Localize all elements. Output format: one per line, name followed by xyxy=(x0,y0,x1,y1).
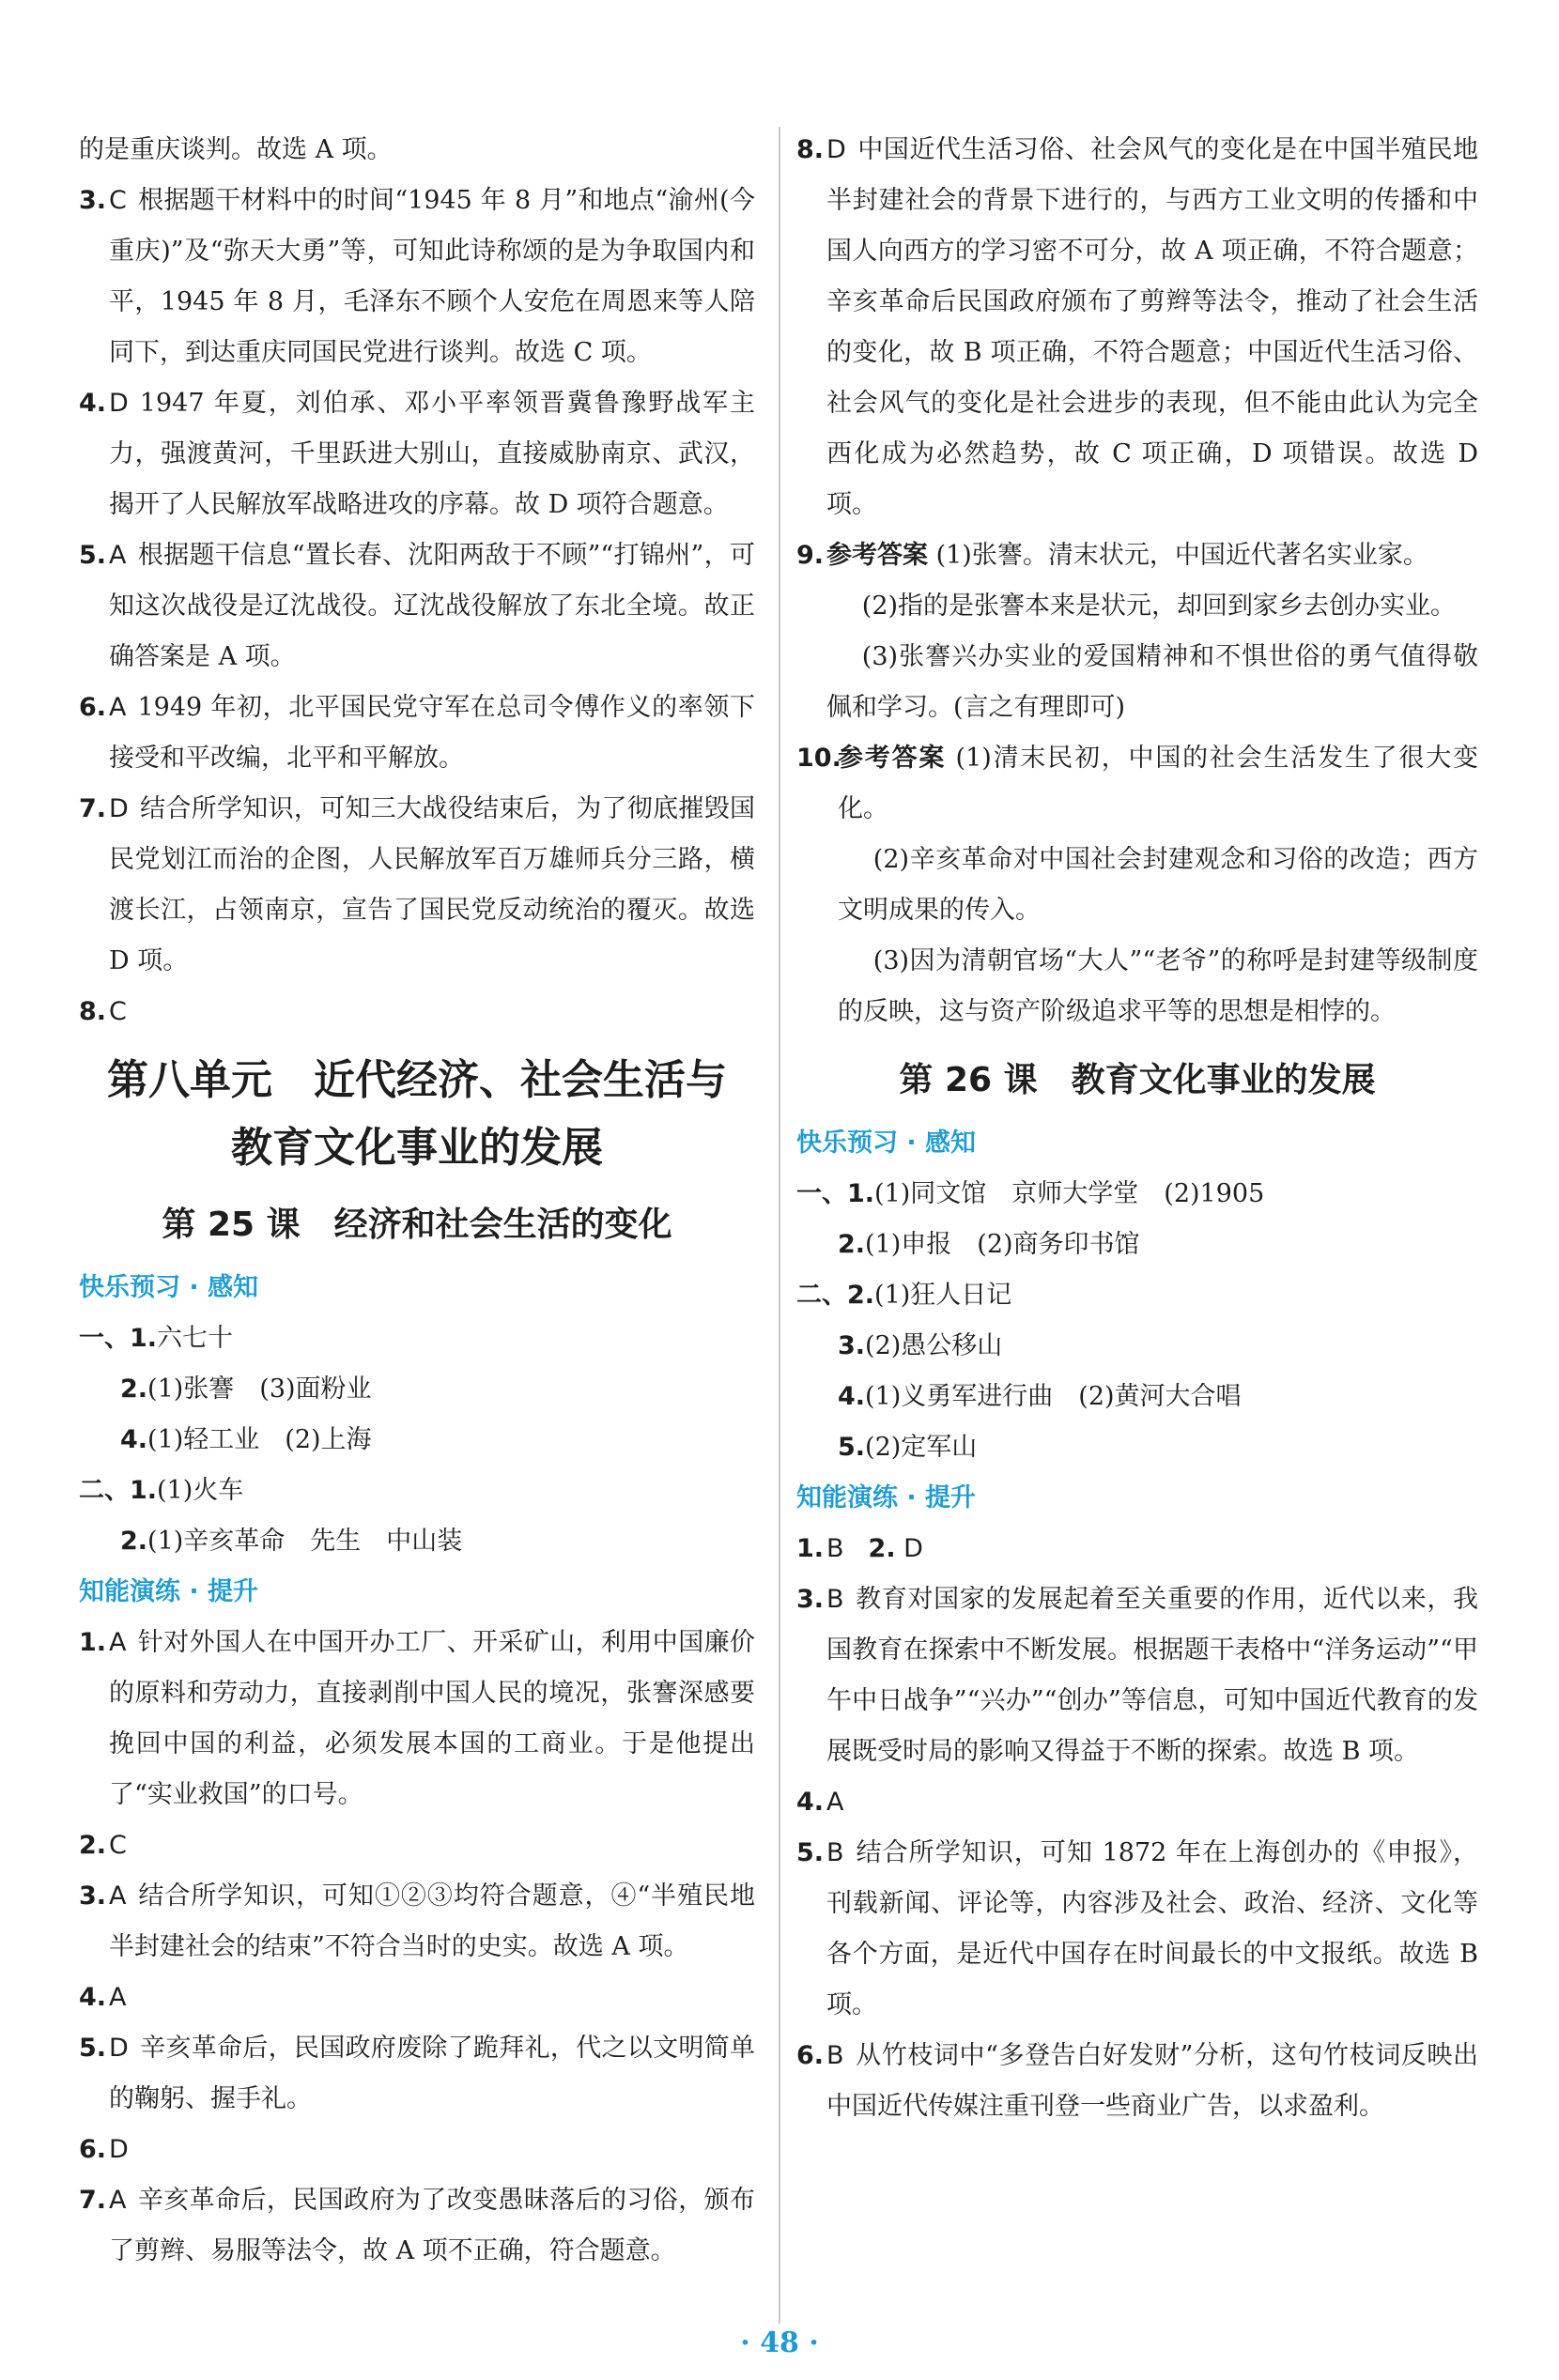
preview-text: (1)辛亥革命 先生 中山装 xyxy=(147,1527,463,1556)
right-column xyxy=(796,125,1478,2132)
answer-item xyxy=(796,1828,1478,2031)
answer-item xyxy=(79,1820,755,1871)
item-number: 10. xyxy=(796,744,841,773)
answer-item xyxy=(79,1618,755,1820)
item-10-part-3: (3)因为清朝官场“大人”“老爷”的称呼是封建等级制度的反映，这与资产阶级追求平等的思想是相悖的。 xyxy=(838,946,1478,1026)
preview-line xyxy=(796,1321,1478,1372)
item-answer: B xyxy=(826,1534,844,1563)
item-explanation: 结合所学知识，可知①②③均符合题意，④“半殖民地半封建社会的结束”不符合当时的史实。故选 A 项。 xyxy=(109,1881,755,1961)
item-answer-text: (1)清末民初，中国的社会生活发生了很大变化。 xyxy=(838,744,1479,823)
answer-item xyxy=(79,2175,755,2277)
reference-answer-label: 参考答案 xyxy=(838,744,947,773)
item-number: 2. xyxy=(79,1831,107,1860)
preview-heading: 快乐预习 · 感知 xyxy=(79,1273,259,1302)
preview-text: (2)定军山 xyxy=(865,1433,978,1462)
item-number: 1. xyxy=(79,1628,107,1657)
item-explanation: 从竹枝词中“多登告白好发财”分析，这句竹枝词反映出中国近代传媒注重刊登一些商业广告，以求盈利。 xyxy=(826,2041,1478,2121)
preview-text: 六七十 xyxy=(157,1324,234,1353)
unit-title-line-1: 第八单元 近代经济、社会生活与 xyxy=(107,1056,727,1104)
preview-number: 二、1. xyxy=(79,1476,158,1505)
item-answer: B xyxy=(826,2041,844,2070)
item-answer: D xyxy=(109,389,129,418)
item-answer: C xyxy=(109,186,127,215)
item-answer: D xyxy=(826,135,846,164)
answer-item xyxy=(79,378,755,530)
preview-text: (1)火车 xyxy=(157,1476,244,1505)
item-answer: A xyxy=(826,1788,844,1817)
item-answer: A xyxy=(109,2186,127,2215)
preview-answers xyxy=(79,1313,755,1567)
item-explanation: 中国近代生活习俗、社会风气的变化是在中国半殖民地半封建社会的背景下进行的，与西方工业文明的传播和中国人向西方的学习密不可分，故 A 项正确，不符合题意；辛亥革命后民国政府颁布了剪辫等法令，推动了社会生活的变化，故 B 项正确，不符合题意；中国近代生活习俗、社会风气的变化是社会进步的表现，但不能由此认为完全西化成为必然趋势，故 C 项正确，D 项错误。故选 D 项。 xyxy=(826,135,1478,519)
preview-text: (1)义勇军进行曲 (2)黄河大合唱 xyxy=(865,1382,1242,1411)
preview-line xyxy=(796,1372,1478,1422)
preview-text: (1)张謇 (3)面粉业 xyxy=(147,1374,372,1404)
item-answer: D xyxy=(903,1534,923,1563)
answer-list-b xyxy=(79,1618,755,2277)
item-answer: A xyxy=(109,1983,127,2012)
item-9-part-3: (3)张謇兴办实业的爱国精神和不惧世俗的勇气值得敬佩和学习。(言之有理即可) xyxy=(826,642,1478,722)
item-answer: D xyxy=(109,2034,129,2063)
answer-item xyxy=(79,176,755,378)
item-answer: C xyxy=(109,997,127,1026)
item-explanation: 针对外国人在中国开办工厂、开采矿山，利用中国廉价的原料和劳动力，直接剥削中国人民的境况，张謇深感要挽回中国的利益，必须发展本国的工商业。于是他提出了“实业救国”的口号。 xyxy=(109,1628,755,1809)
preview-line xyxy=(79,1364,755,1415)
item-answer: D xyxy=(109,2135,129,2164)
item-9-part-2: (2)指的是张謇本来是状元，却回到家乡去创办实业。 xyxy=(861,591,1457,621)
item-answer: B xyxy=(826,1838,844,1867)
preview-line xyxy=(796,1220,1478,1270)
page-number: · 48 · xyxy=(740,2326,819,2359)
item-number: 4. xyxy=(79,1983,107,2012)
item-number: 7. xyxy=(79,2186,107,2215)
left-column xyxy=(79,125,755,2277)
unit-title-line-2: 教育文化事业的发展 xyxy=(231,1124,603,1172)
item-number: 9. xyxy=(796,541,825,570)
item-number: 3. xyxy=(79,1881,107,1911)
item-number: 3. xyxy=(79,186,107,215)
preview-line xyxy=(79,1466,755,1516)
item-explanation: 根据题干材料中的时间“1945 年 8 月”和地点“渝州(今重庆)”及“弥天大勇”等，可知此诗称颂的是为争取国内和平，1945 年 8 月，毛泽东不顾个人安危在周恩来等人陪同下，到达重庆同国民党进行谈判。故选 C 项。 xyxy=(109,186,755,367)
item-number: 6. xyxy=(79,2135,107,2164)
item-number: 5. xyxy=(79,541,107,570)
item-explanation: 1949 年初，北平国民党守军在总司令傅作义的率领下接受和平改编，北平和平解放。 xyxy=(109,693,755,773)
item-answer: A xyxy=(109,1881,127,1911)
item-answer-text: (1)张謇。清末状元，中国近代著名实业家。 xyxy=(935,541,1428,570)
answer-item xyxy=(796,125,1478,530)
item-explanation: 1947 年夏，刘伯承、邓小平率领晋冀鲁豫野战军主力，强渡黄河，千里跃进大别山，直接威胁南京、武汉，揭开了人民解放军战略进攻的序幕。故 D 项符合题意。 xyxy=(109,389,755,519)
preview-line xyxy=(796,1169,1478,1220)
preview-number: 2. xyxy=(838,1230,866,1259)
item-explanation: 辛亥革命后，民国政府为了改变愚昧落后的习俗，颁布了剪辫、易服等法令，故 A 项不正确，符合题意。 xyxy=(109,2186,755,2265)
answer-item xyxy=(79,784,755,987)
lesson-25-title: 第 25 课 经济和社会生活的变化 xyxy=(162,1205,672,1244)
practice-heading: 知能演练 · 提升 xyxy=(796,1483,977,1512)
item-number: 1. xyxy=(796,1534,825,1563)
preview-text: (1)同文馆 京师大学堂 (2)1905 xyxy=(874,1179,1265,1208)
item-number: 3. xyxy=(796,1585,825,1614)
answer-item xyxy=(79,987,755,1037)
answer-item xyxy=(79,1973,755,2023)
answer-item xyxy=(796,1777,1478,1828)
answer-item xyxy=(79,2023,755,2125)
preview-number: 4. xyxy=(120,1425,148,1454)
preview-number: 一、1. xyxy=(79,1324,158,1353)
preview-text: (2)愚公移山 xyxy=(865,1331,1003,1360)
answer-item-9 xyxy=(796,530,1478,581)
item-answer: B xyxy=(826,1585,844,1614)
item-answer: C xyxy=(109,1831,127,1860)
item-number: 7. xyxy=(79,794,107,823)
item-number: 4. xyxy=(79,389,107,418)
column-divider xyxy=(779,127,780,2324)
preview-line xyxy=(796,1422,1478,1473)
item-number: 5. xyxy=(79,2034,107,2063)
item-answer: A xyxy=(109,541,127,570)
preview-line xyxy=(79,1313,755,1364)
lesson-26-title: 第 26 课 教育文化事业的发展 xyxy=(899,1061,1376,1099)
item-number: 8. xyxy=(79,997,107,1026)
reference-answer-label: 参考答案 xyxy=(826,541,928,570)
answer-list-a xyxy=(79,176,755,1037)
preview-number: 4. xyxy=(838,1382,866,1411)
continued-line: 的是重庆谈判。故选 A 项。 xyxy=(79,135,393,164)
answer-list xyxy=(796,1524,1478,2132)
preview-text: (1)轻工业 (2)上海 xyxy=(147,1425,372,1454)
item-number: 8. xyxy=(796,135,825,164)
preview-line xyxy=(796,1270,1478,1321)
preview-number: 一、1. xyxy=(796,1179,875,1208)
answer-item xyxy=(79,683,755,784)
practice-heading: 知能演练 · 提升 xyxy=(79,1577,259,1606)
answer-item xyxy=(79,530,755,683)
item-explanation: 辛亥革命后，民国政府废除了跪拜礼，代之以文明简单的鞠躬、握手礼。 xyxy=(109,2034,755,2113)
preview-heading: 快乐预习 · 感知 xyxy=(796,1129,977,1158)
answer-item-10 xyxy=(796,733,1478,835)
preview-text: (1)狂人日记 xyxy=(874,1281,1012,1310)
preview-number: 3. xyxy=(838,1331,866,1360)
item-number: 4. xyxy=(796,1788,825,1817)
answer-item xyxy=(796,1574,1478,1777)
answer-item xyxy=(796,2031,1478,2132)
unit-title xyxy=(79,1047,755,1182)
item-explanation: 结合所学知识，可知三大战役结束后，为了彻底摧毁国民党划江而治的企图，人民解放军百万雄师兵分三路，横渡长江，占领南京，宣告了国民党反动统治的覆灭。故选 D 项。 xyxy=(109,794,755,975)
item-number: 5. xyxy=(796,1838,825,1867)
answer-item xyxy=(79,1871,755,1973)
preview-line xyxy=(79,1516,755,1567)
item-10-part-2: (2)辛亥革命对中国社会封建观念和习俗的改造；西方文明成果的传入。 xyxy=(838,845,1478,925)
preview-number: 2. xyxy=(120,1527,148,1556)
preview-answers xyxy=(796,1169,1478,1473)
preview-number: 二、2. xyxy=(796,1281,875,1310)
preview-number: 2. xyxy=(120,1374,148,1404)
answer-item xyxy=(79,2125,755,2175)
item-explanation: 结合所学知识，可知 1872 年在上海创办的《申报》，刊载新闻、评论等，内容涉及社会、政治、经济、文化等各个方面，是近代中国存在时间最长的中文报纸。故选 B 项。 xyxy=(826,1838,1478,2019)
item-explanation: 教育对国家的发展起着至关重要的作用，近代以来，我国教育在探索中不断发展。根据题干表格中“洋务运动”“甲午中日战争”“兴办”“创办”等信息，可知中国近代教育的发展既受时局的影响又得益于不断的探索。故选 B 项。 xyxy=(826,1585,1478,1766)
item-number: 6. xyxy=(79,693,107,722)
preview-text: (1)申报 (2)商务印书馆 xyxy=(865,1230,1140,1259)
item-answer: D xyxy=(109,794,129,823)
answer-item xyxy=(796,1524,1478,1574)
item-answer: A xyxy=(109,1628,127,1657)
item-explanation: 根据题干信息“置长春、沈阳两敌于不顾”“打锦州”，可知这次战役是辽沈战役。辽沈战役解放了东北全境。故正确答案是 A 项。 xyxy=(109,541,755,671)
item-answer: A xyxy=(109,693,127,722)
preview-line xyxy=(79,1415,755,1466)
preview-number: 5. xyxy=(838,1433,866,1462)
item-number: 6. xyxy=(796,2041,825,2070)
item-number: 2. xyxy=(868,1534,896,1563)
